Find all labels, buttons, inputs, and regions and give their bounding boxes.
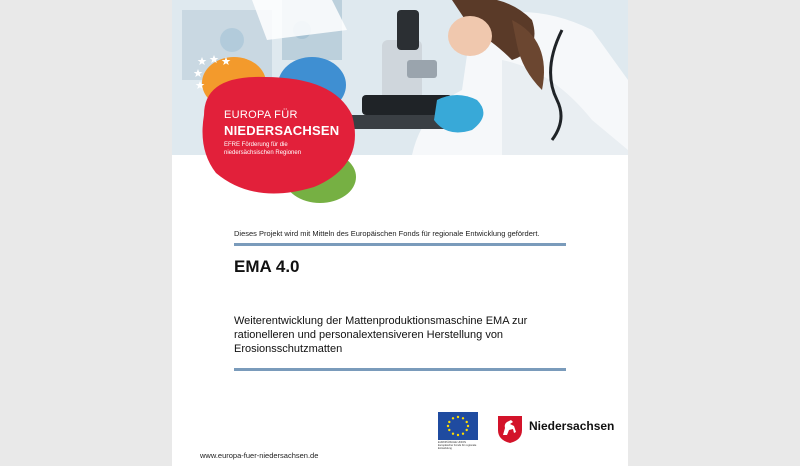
divider-top	[234, 243, 566, 246]
eu-flag-icon	[438, 412, 478, 440]
europa-fuer-niedersachsen-logo	[194, 55, 364, 205]
logo-subtitle: EFRE Förderung für die niedersächsischen Regionen	[224, 142, 302, 156]
project-title: EMA 4.0	[234, 257, 300, 276]
divider-bottom	[234, 368, 566, 371]
logo-text-block	[194, 55, 364, 205]
logo-title-line2: NIEDERSACHSEN	[224, 123, 340, 138]
eu-caption: EUROPÄISCHE UNION Europäischer Fonds für regionale Entwicklung	[438, 441, 477, 450]
project-description: Weiterentwicklung der Mattenproduktionsmaschine EMA zur rationelleren und personalextensiveren Herstellung von Erosionsschutzmatten	[234, 315, 528, 355]
logo-title-line1: EUROPA FÜR	[224, 109, 298, 121]
funding-notice: Dieses Projekt wird mit Mitteln des Europäischen Fonds für regionale Entwicklung gefördert.	[234, 229, 540, 238]
eu-emblem	[438, 412, 478, 452]
website-link[interactable]: www.europa-fuer-niedersachsen.de	[200, 451, 319, 460]
niedersachsen-label: Niedersachsen	[529, 419, 615, 433]
niedersachsen-horse-icon	[496, 414, 524, 444]
funding-poster	[172, 0, 628, 466]
eu-stars-icon	[194, 55, 234, 89]
